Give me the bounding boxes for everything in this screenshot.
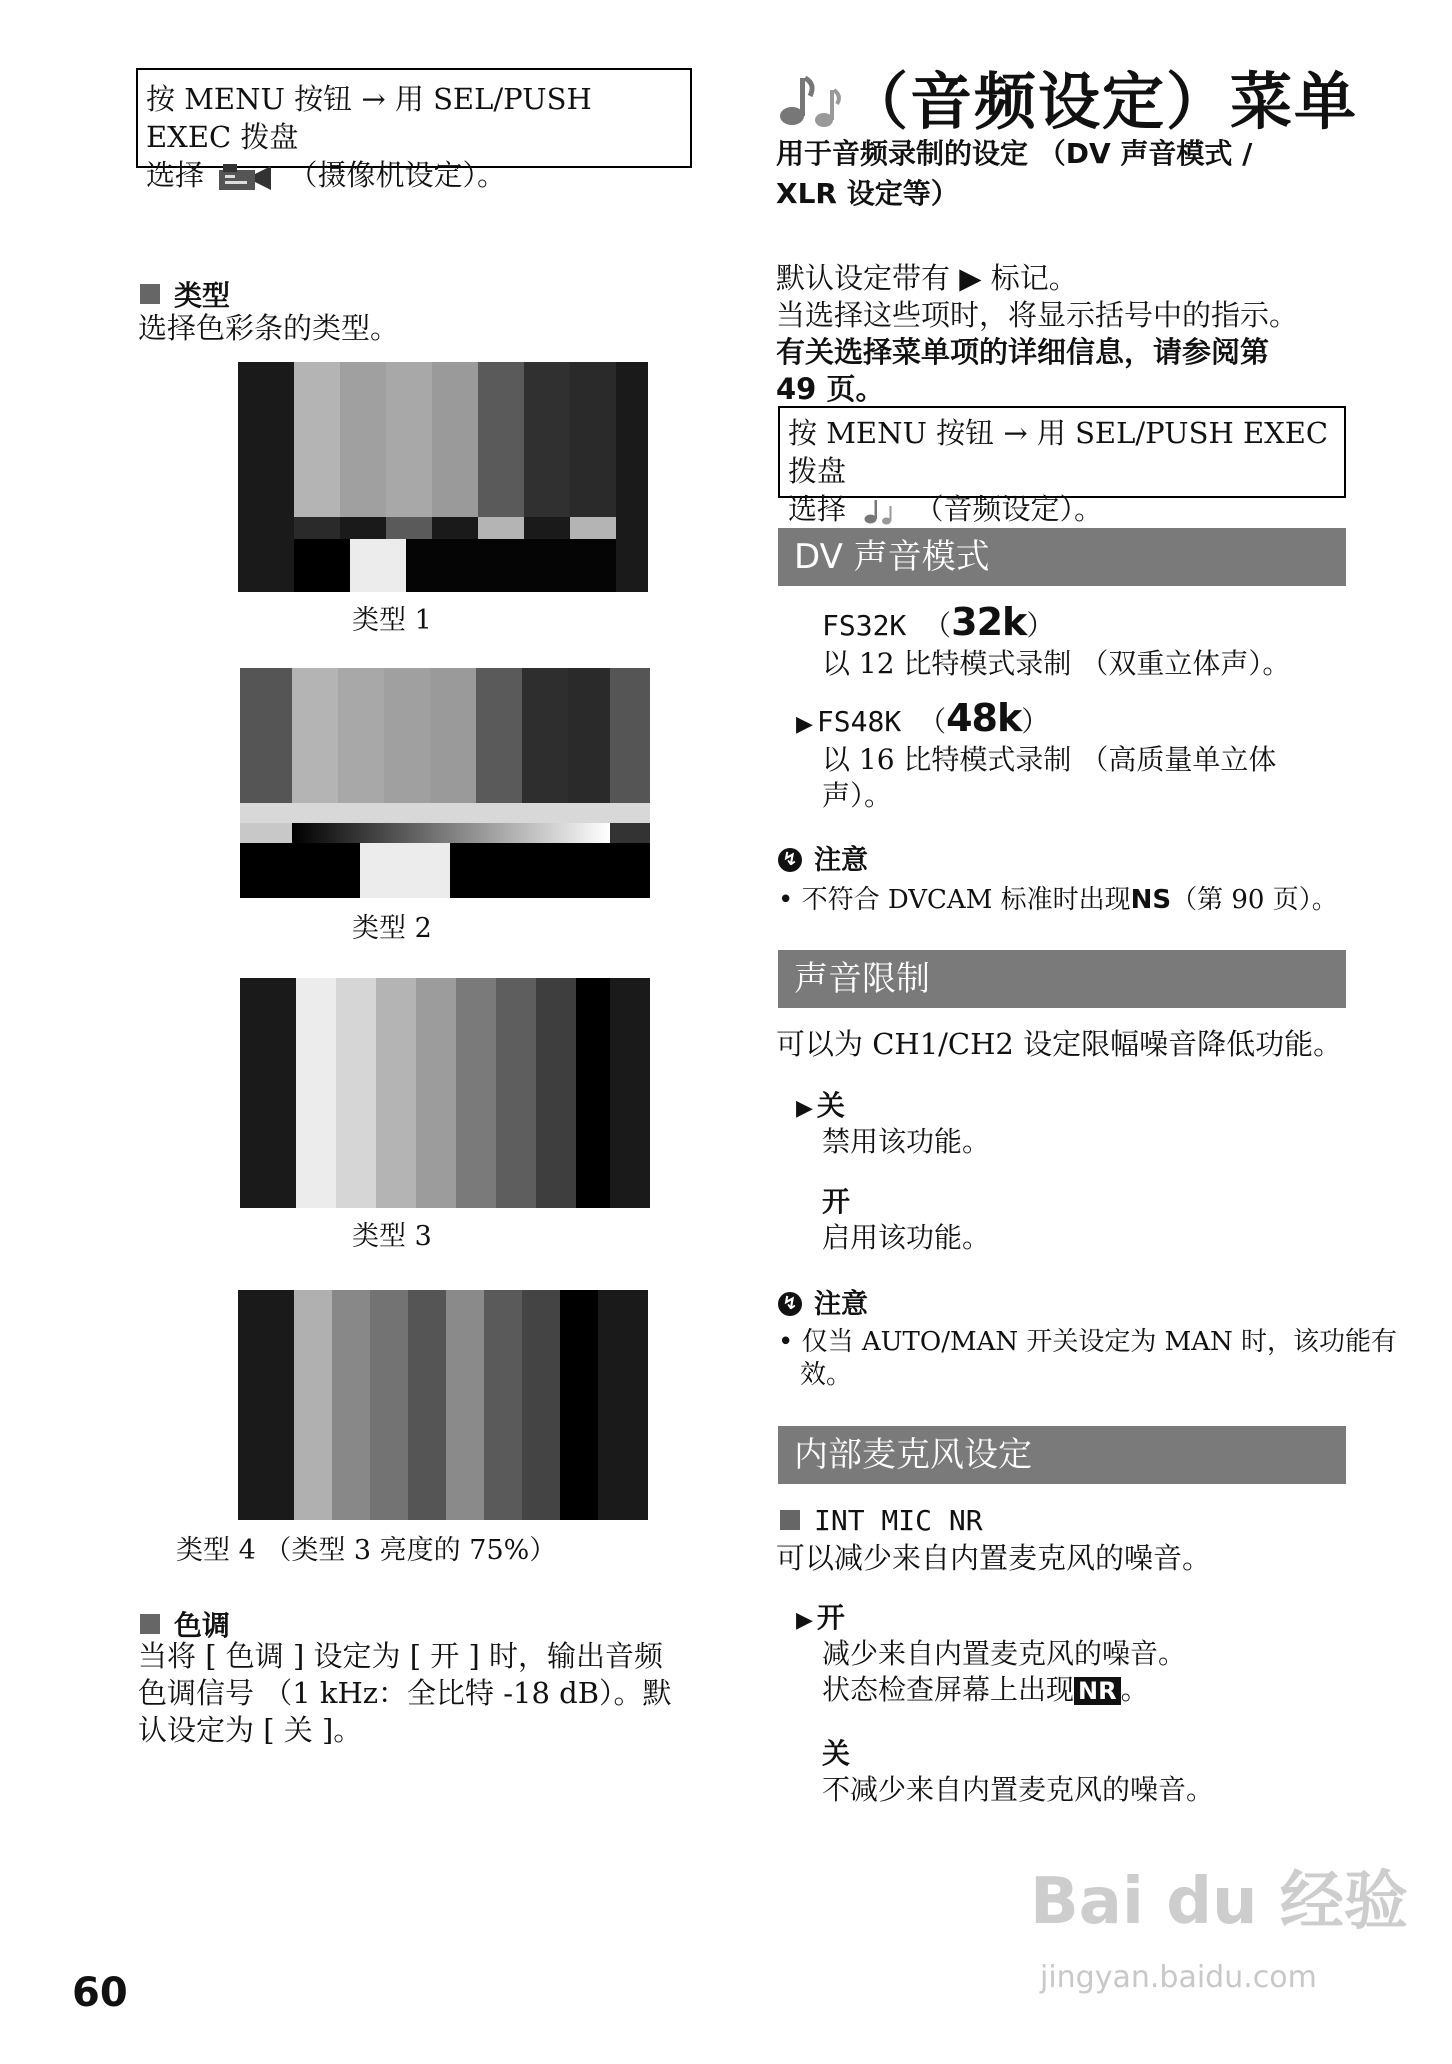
- 32k-badge: 32k: [951, 600, 1027, 644]
- dv-mode-note: • 不符合 DVCAM 标准时出现NS（第 90 页）。: [778, 885, 1338, 915]
- option-fs32k: FS32K （32k）: [822, 600, 1055, 644]
- limiter-option-on: 开: [822, 1185, 851, 1218]
- int-mic-nr-heading: INT MIC NR: [780, 1504, 983, 1537]
- square-bullet-icon: [780, 1510, 800, 1530]
- int-mic-option-on-desc: 减少来自内置麦克风的噪音。 状态检查屏幕上出现 NR 。: [822, 1637, 1187, 1706]
- option-fs32k-desc: 以 12 比特模式录制 （双重立体声）。: [822, 647, 1291, 680]
- nav-instruction-box: [136, 68, 692, 192]
- page-number: 60: [72, 1970, 128, 2016]
- default-marker: ▶: [796, 712, 813, 737]
- type-description: 选择色彩条的类型。: [138, 311, 400, 345]
- pattern-3-caption: 类型 3: [352, 1221, 432, 1252]
- tone-heading: 色调: [140, 1604, 230, 1644]
- default-marker: ▶: [796, 1608, 813, 1633]
- type-heading: 类型: [140, 274, 230, 314]
- audio-nav-instruction-box: 按 MENU 按钮 → 用 SEL/PUSH EXEC 拨盘 选择 （音频设定）。: [778, 406, 1346, 498]
- color-bar-pattern-1: [238, 362, 648, 592]
- section-header-dv-mode: DV 声音模式: [778, 528, 1346, 586]
- section-header-limiter: 声音限制: [778, 950, 1346, 1008]
- nr-badge: NR: [1074, 1677, 1121, 1705]
- limiter-option-on-desc: 启用该功能。: [822, 1221, 991, 1254]
- section-header-int-mic: 内部麦克风设定: [778, 1426, 1346, 1484]
- caution-icon: ↯: [778, 1292, 802, 1316]
- pattern-1-caption: 类型 1: [352, 605, 432, 636]
- baidu-watermark: Bai du 经验: [1030, 1865, 1408, 1939]
- baidu-watermark-url: jingyan.baidu.com: [1040, 1960, 1317, 1995]
- color-bar-pattern-4: [238, 1290, 648, 1520]
- limiter-note: • 仅当 AUTO/MAN 开关设定为 MAN 时，该功能有 效。: [778, 1327, 1398, 1390]
- color-bar-pattern-3: [240, 978, 650, 1208]
- tone-description: 当将 [ 色调 ] 设定为 [ 开 ] 时，输出音频 色调信号 （1 kHz：全比特 -18 dB）。默 认设定为 [ 关 ]。: [138, 1639, 672, 1747]
- limiter-description: 可以为 CH1/CH2 设定限幅噪音降低功能。: [776, 1027, 1343, 1061]
- int-mic-option-on: ▶ 开: [796, 1601, 845, 1634]
- int-mic-option-off: 关: [822, 1737, 851, 1770]
- intro-text: 默认设定带有 ▶ 标记。 当选择这些项时，将显示括号中的指示。 有关选择菜单项的详细信息，请参阅第 49 页。: [776, 261, 1299, 406]
- page-title: （音频设定）菜单: [776, 52, 1358, 141]
- pattern-2-caption: 类型 2: [352, 913, 432, 944]
- option-fs48k: ▶ FS48K （48k）: [796, 696, 1050, 740]
- ns-badge: NS: [1130, 885, 1172, 915]
- option-fs48k-desc: 以 16 比特模式录制 （高质量单立体 声）。: [822, 743, 1277, 812]
- int-mic-description: 可以减少来自内置麦克风的噪音。: [776, 1541, 1212, 1575]
- page-subtitle: 用于音频录制的设定 （DV 声音模式 / XLR 设定等）: [776, 137, 1253, 210]
- int-mic-option-off-desc: 不减少来自内置麦克风的噪音。: [822, 1773, 1215, 1806]
- default-marker: ▶: [796, 1096, 813, 1121]
- square-bullet-icon: [140, 1614, 160, 1634]
- note-heading: ↯ 注意: [778, 838, 868, 877]
- 48k-badge: 48k: [946, 696, 1022, 740]
- audio-settings-icon: [859, 496, 901, 526]
- pattern-4-caption: 类型 4 （类型 3 亮度的 75%）: [176, 1535, 557, 1566]
- audio-settings-icon: [776, 70, 846, 130]
- limiter-option-off: ▶ 关: [796, 1089, 845, 1122]
- limiter-option-off-desc: 禁用该功能。: [822, 1125, 991, 1158]
- nav-line-2: 选择 （摄像机设定）。: [146, 158, 506, 192]
- camera-settings-icon: [217, 162, 275, 192]
- caution-icon: ↯: [778, 848, 802, 872]
- square-bullet-icon: [140, 284, 160, 304]
- note-heading: ↯ 注意: [778, 1282, 868, 1321]
- color-bar-pattern-2: [240, 668, 650, 898]
- nav-line-1: 按 MENU 按钮 → 用 SEL/PUSH EXEC 拨盘: [146, 82, 592, 154]
